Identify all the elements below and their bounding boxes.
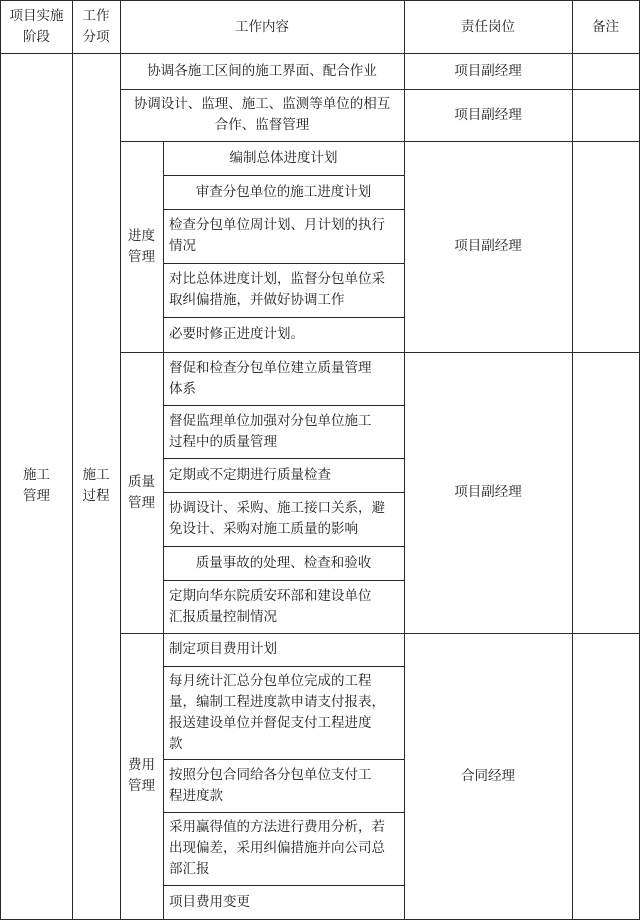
cost-item-3: 按照分包合同给各分包单位支付工 程进度款 <box>169 766 372 804</box>
header-stage: 项目实施 阶段 <box>9 8 64 45</box>
row-rule <box>163 580 404 581</box>
border-left <box>0 0 1 920</box>
general-row-2-content: 协调设计、监理、施工、监测等单位的相互 合作、监督管理 <box>133 96 391 133</box>
col-sep-2 <box>120 0 121 920</box>
schedule-item-1: 编制总体进度计划 <box>229 149 338 166</box>
row-rule <box>163 458 404 459</box>
schedule-label: 进度 管理 <box>128 227 155 265</box>
col-sep-4 <box>404 0 405 920</box>
row-rule <box>120 89 640 90</box>
row-rule <box>163 209 404 210</box>
cost-item-1: 制定项目费用计划 <box>169 641 277 657</box>
schedule-item-4: 对比总体进度计划，监督分包单位采 取纠偏措施，并做好协调工作 <box>169 271 385 308</box>
schedule-item-5: 必要时修正进度计划。 <box>169 326 304 342</box>
cost-position: 合同经理 <box>461 767 515 784</box>
cost-item-4: 采用赢得值的方法进行费用分析，若 出现偏差，采用纠偏措施并向公司总 部汇报 <box>169 819 385 877</box>
schedule-position: 项目副经理 <box>454 238 522 254</box>
section-rule <box>120 633 640 634</box>
col-sep-3 <box>163 141 164 920</box>
stage-value: 施工 管理 <box>23 467 50 504</box>
section-rule <box>120 352 640 353</box>
row-rule <box>163 546 404 547</box>
row-rule <box>163 405 404 406</box>
quality-item-3: 定期或不定期进行质量检查 <box>169 466 331 483</box>
row-rule <box>163 175 404 176</box>
row-rule <box>163 317 404 318</box>
border-bottom <box>0 919 640 920</box>
header-remark: 备注 <box>592 18 619 35</box>
header-content: 工作内容 <box>235 18 289 35</box>
quality-item-6: 定期向华东院质安环部和建设单位 汇报质量控制情况 <box>169 587 372 625</box>
quality-label: 质量 管理 <box>128 473 155 511</box>
col-sep-5 <box>572 0 573 920</box>
cost-item-5: 项目费用变更 <box>169 893 250 910</box>
quality-item-5: 质量事故的处理、检查和验收 <box>195 554 372 571</box>
col-sep-1 <box>72 0 73 920</box>
schedule-item-3: 检查分包单位周计划、月计划的执行 情况 <box>169 217 385 254</box>
header-position: 责任岗位 <box>461 18 515 35</box>
row-rule <box>163 492 404 493</box>
general-row-1-content: 协调各施工区间的施工界面、配合作业 <box>147 62 377 79</box>
header-rule <box>0 53 640 54</box>
schedule-item-2: 审查分包单位的施工进度计划 <box>195 183 372 200</box>
cost-label: 费用 管理 <box>128 757 155 794</box>
border-top <box>0 0 640 1</box>
item-value: 施工 过程 <box>82 467 110 504</box>
quality-position: 项目副经理 <box>454 484 522 500</box>
quality-item-2: 督促监理单位加强对分包单位施工 过程中的质量管理 <box>169 412 372 450</box>
general-row-1-position: 项目副经理 <box>454 62 522 79</box>
row-rule <box>163 885 404 886</box>
quality-item-4: 协调设计、采购、施工接口关系，避 免设计、采购对施工质量的影响 <box>169 500 385 537</box>
header-item: 工作 分项 <box>82 8 110 45</box>
row-rule <box>163 263 404 264</box>
quality-item-1: 督促和检查分包单位建立质量管理 体系 <box>169 359 372 397</box>
row-rule <box>120 141 640 142</box>
cost-item-2: 每月统计汇总分包单位完成的工程 量，编制工程进度款申请支付报表， 报送建设单位并督促支付工程进度 款 <box>169 672 385 752</box>
row-rule <box>163 759 404 760</box>
general-row-2-position: 项目副经理 <box>454 106 522 123</box>
row-rule <box>163 666 404 667</box>
row-rule <box>163 812 404 813</box>
